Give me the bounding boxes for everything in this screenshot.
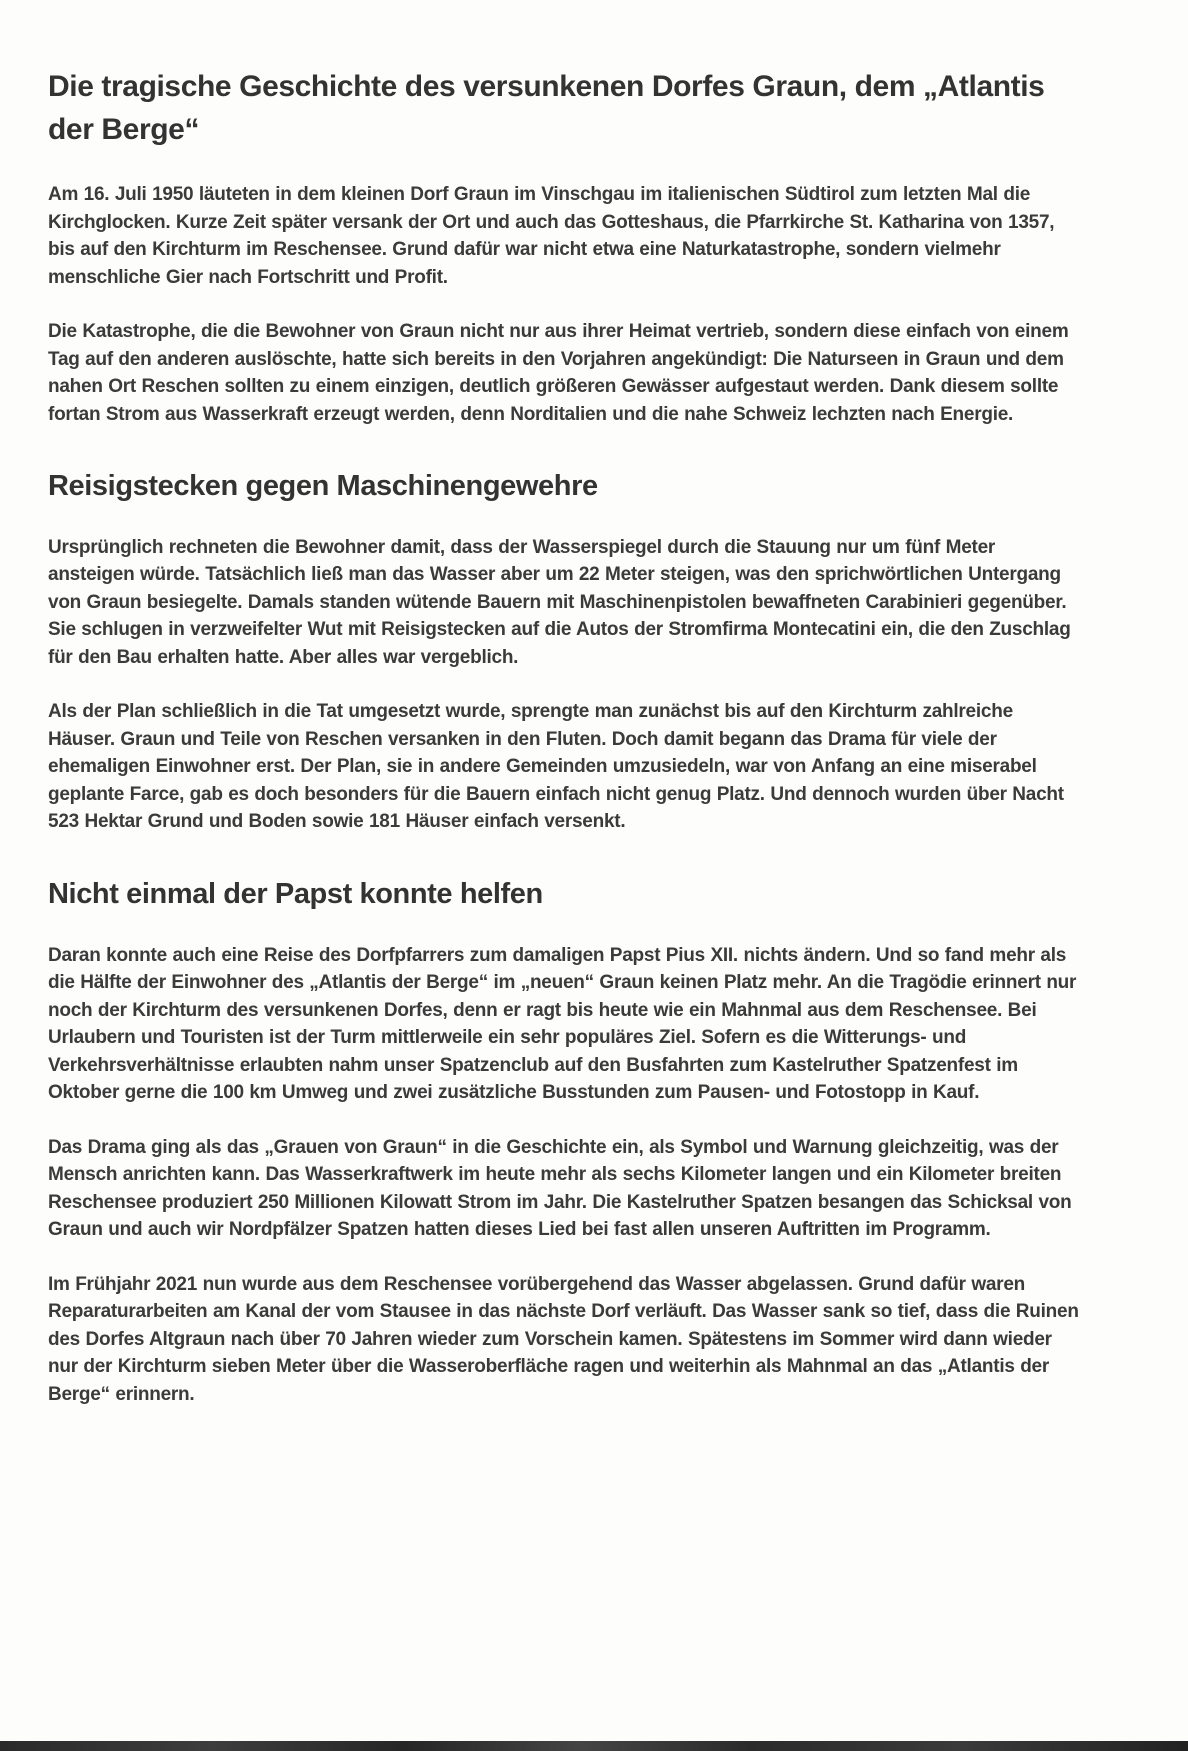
paragraph-intro: Am 16. Juli 1950 läuteten in dem kleinen Dorf Graun im Vinschgau im italienischen Südtirol zum letzten Mal die Kirchglocken. Kurze Zeit später versank der Ort und auch das Gotteshaus, die Pfarrkirche St. Katharina von 1357, bis auf den Kirchturm im Reschensee. Grund dafür war nicht etwa eine Naturkatastrophe, sondern vielmehr menschliche Gier nach Fortschritt und Profit. <box>48 184 1055 288</box>
paragraph-fruehjahr-2021: Im Frühjahr 2021 nun wurde aus dem Reschensee vorübergehend das Wasser abgelassen. Grund dafür waren Reparaturarbeiten am Kanal der vom Stausee in das nächste Dorf verläuft. Das Wasser sank so tief, dass die Ruinen des Dorfes Altgraun nach über 70 Jahren wieder zum Vorschein kamen. Spätestens im Sommer wird dann wieder nur der Kirchturm sieben Meter über die Wasseroberfläche ragen und weiterhin als Mahnmal an das „Atlantis der Berge“ erinnern. <box>48 1273 1079 1405</box>
paragraph-wasserspiegel: Ursprünglich rechneten die Bewohner damit, dass der Wasserspiegel durch die Stauung nur um fünf Meter ansteigen würde. Tatsächlich ließ man das Wasser aber um 22 Meter steigen, was den sprichwörtlichen Untergang von Graun besiegelte. Damals standen wütende Bauern mit Maschinenpistolen bewaffneten Carabinieri gegenüber. Sie schlugen in verzweifelter Wut mit Reisigstecken auf die Autos der Stromfirma Montecatini ein, die den Zuschlag für den Bau erhalten hatte. Aber alles war vergeblich. <box>48 536 1071 668</box>
paragraph-papst-reise: Daran konnte auch eine Reise des Dorfpfarrers zum damaligen Papst Pius XII. nichts ändern. Und so fand mehr als die Hälfte der Einwohner des „Atlantis der Berge“ im „neuen“ Graun keinen Platz mehr. An die Tragödie erinnert nur noch der Kirchturm des versunkenen Dorfes, denn er ragt bis heute wie ein Mahnmal aus dem Reschensee. Bei Urlaubern und Touristen ist der Turm mittlerweile ein sehr populäres Ziel. Sofern es die Witterungs- und Verkehrsverhältnisse erlaubten nahm unser Spatzenclub auf den Busfahrten zum Kastelruther Spatzenfest im Oktober gerne die 100 km Umweg und zwei zusätzliche Busstunden zum Pausen- und Fotostopp in Kauf. <box>48 944 1077 1104</box>
paragraph-catastrophe: Die Katastrophe, die die Bewohner von Graun nicht nur aus ihrer Heimat vertrieb, sondern diese einfach von einem Tag auf den anderen auslöschte, hatte sich bereits in den Vorjahren angekündigt: Die Naturseen in Graun und dem nahen Ort Reschen sollten zu einem einzigen, deutlich größeren Gewässer aufgestaut werden. Dank diesem sollte fortan Strom aus Wasserkraft erzeugt werden, denn Norditalien und die nahe Schweiz lechzten nach Energie. <box>48 321 1069 425</box>
paragraph-sprengung: Als der Plan schließlich in die Tat umgesetzt wurde, sprengte man zunächst bis auf den Kirchturm zahlreiche Häuser. Graun und Teile von Reschen versanken in den Fluten. Doch damit begann das Drama für viele der ehemaligen Einwohner erst. Der Plan, sie in andere Gemeinden umzusiedeln, war von Anfang an eine miserabel geplante Farce, gab es doch besonders für die Bauern einfach nicht genug Platz. Und dennoch wurden über Nacht 523 Hektar Grund und Boden sowie 181 Häuser einfach versenkt. <box>48 701 1064 833</box>
section-heading-papst: Nicht einmal der Papst konnte helfen <box>48 877 543 910</box>
section-heading-reisigstecken: Reisigstecken gegen Maschinengewehre <box>48 470 598 503</box>
scan-edge-artifact <box>0 1741 1188 1751</box>
paragraph-grauen-von-graun: Das Drama ging als das „Grauen von Graun“ in die Geschichte ein, als Symbol und Warnung gleichzeitig, was der Mensch anrichten kann. Das Wasserkraftwerk im heute mehr als sechs Kilometer langen und ein Kilometer breiten Reschensee produziert 250 Millionen Kilowatt Strom im Jahr. Die Kastelruther Spatzen besangen das Schicksal von Graun und auch wir Nordpfälzer Spatzen hatten dieses Lied bei fast allen unseren Auftritten im Programm. <box>48 1136 1072 1241</box>
page-title: Die tragische Geschichte des versunkenen Dorfes Graun, dem „Atlantis der Berge“ <box>48 70 1045 146</box>
